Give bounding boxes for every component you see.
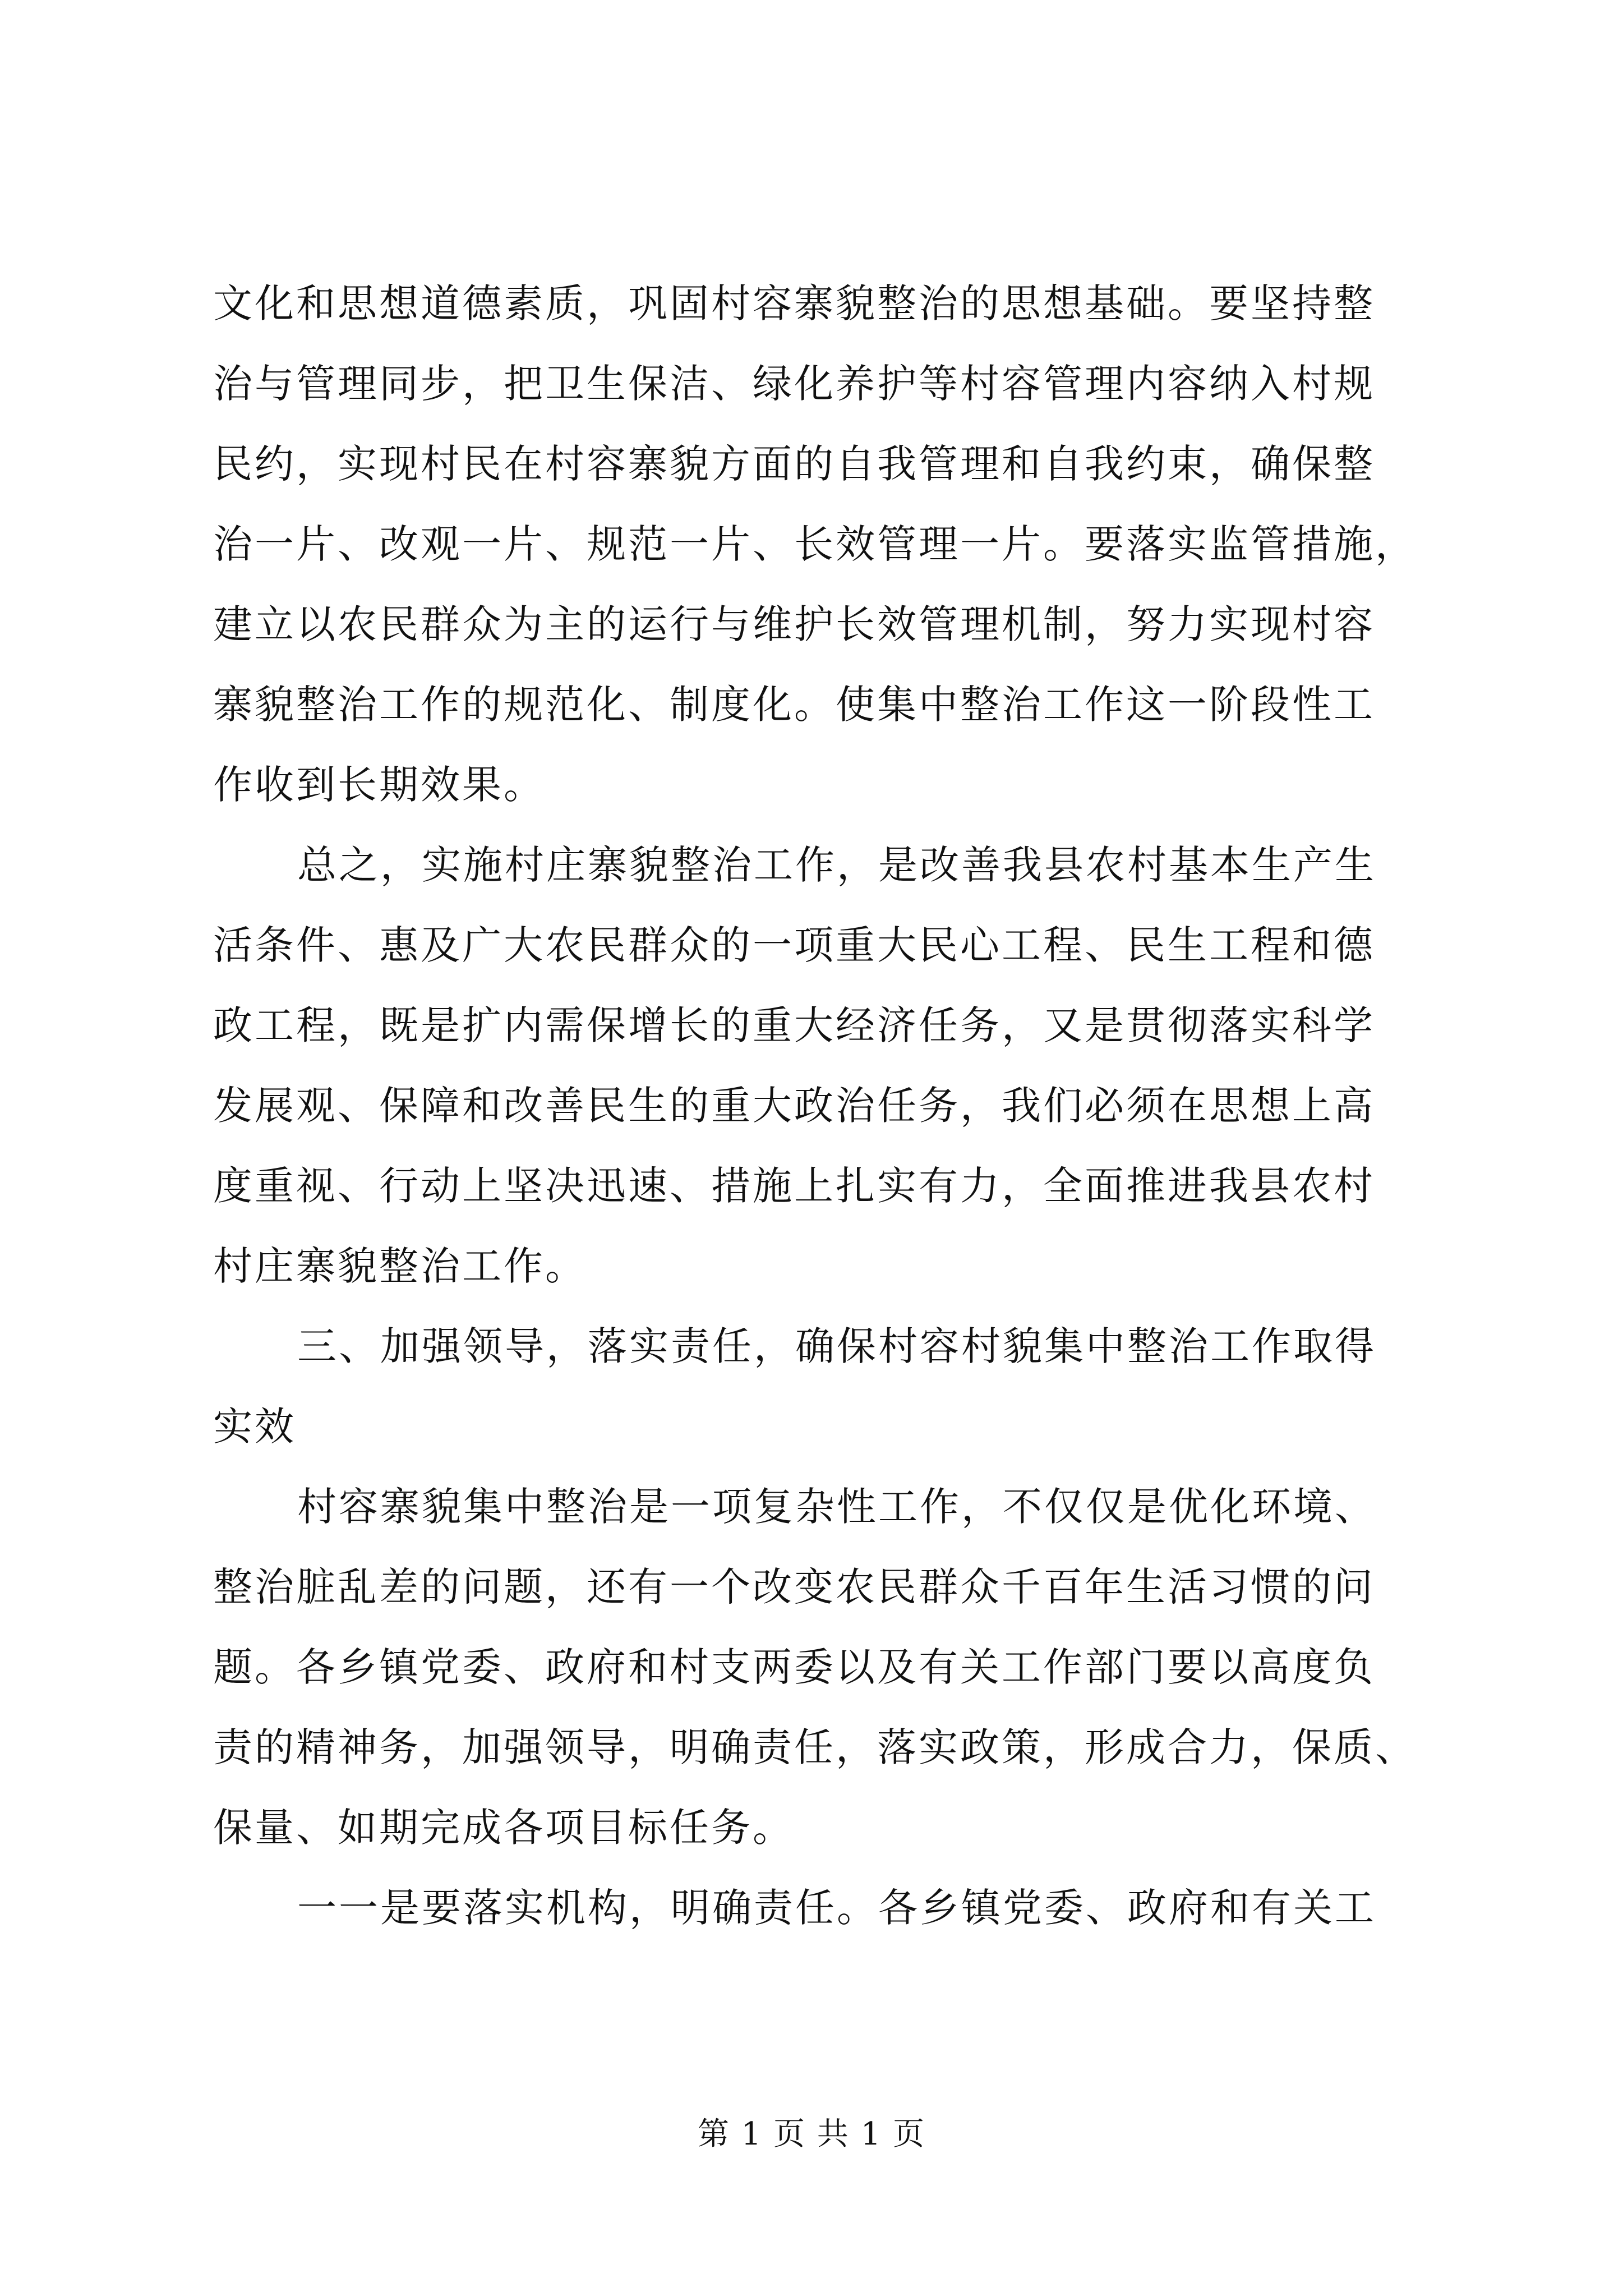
text-line: 治与管理同步，把卫生保洁、绿化养护等村容管理内容纳入村规 (213, 361, 1375, 407)
text-line: 发展观、保障和改善民生的重大政治任务，我们必须在思想上高 (213, 1083, 1375, 1129)
text-line: 保量、如期完成各项目标任务。 (213, 1805, 794, 1851)
text-line: 治一片、改观一片、规范一片、长效管理一片。要落实监管措施， (213, 521, 1417, 567)
text-line: 度重视、行动上坚决迅速、措施上扎实有力，全面推进我县农村 (213, 1163, 1375, 1209)
text-line: 作收到长期效果。 (213, 762, 545, 808)
text-line: 寨貌整治工作的规范化、制度化。使集中整治工作这一阶段性工 (213, 682, 1375, 728)
section-heading-line: 三、加强领导，落实责任，确保村容村貌集中整治工作取得 (297, 1323, 1376, 1369)
text-line: 建立以农民群众为主的运行与维护长效管理机制，努力实现村容 (213, 601, 1375, 647)
page-footer: 第 1 页 共 1 页 (697, 2116, 926, 2152)
paragraph-start-line: 总之，实施村庄寨貌整治工作，是改善我县农村基本生产生 (297, 842, 1376, 888)
paragraph-start-line: 一一是要落实机构，明确责任。各乡镇党委、政府和有关工 (297, 1885, 1376, 1931)
text-line: 政工程，既是扩内需保增长的重大经济任务，又是贯彻落实科学 (213, 1002, 1375, 1048)
document-body (213, 264, 1419, 1948)
text-line: 活条件、惠及广大农民群众的一项重大民心工程、民生工程和德 (213, 922, 1375, 968)
text-line: 整治脏乱差的问题，还有一个改变农民群众千百年生活习惯的问 (213, 1564, 1375, 1610)
text-line: 民约，实现村民在村容寨貌方面的自我管理和自我约束，确保整 (213, 441, 1375, 487)
text-line: 文化和思想道德素质，巩固村容寨貌整治的思想基础。要坚持整 (213, 280, 1375, 326)
section-heading-line: 实效 (213, 1404, 296, 1450)
text-line: 责的精神务，加强领导，明确责任，落实政策，形成合力，保质、 (213, 1724, 1417, 1770)
text-line: 村庄寨貌整治工作。 (213, 1243, 587, 1289)
paragraph-start-line: 村容寨貌集中整治是一项复杂性工作，不仅仅是优化环境、 (297, 1484, 1376, 1530)
text-line: 题。各乡镇党委、政府和村支两委以及有关工作部门要以高度负 (213, 1644, 1375, 1690)
